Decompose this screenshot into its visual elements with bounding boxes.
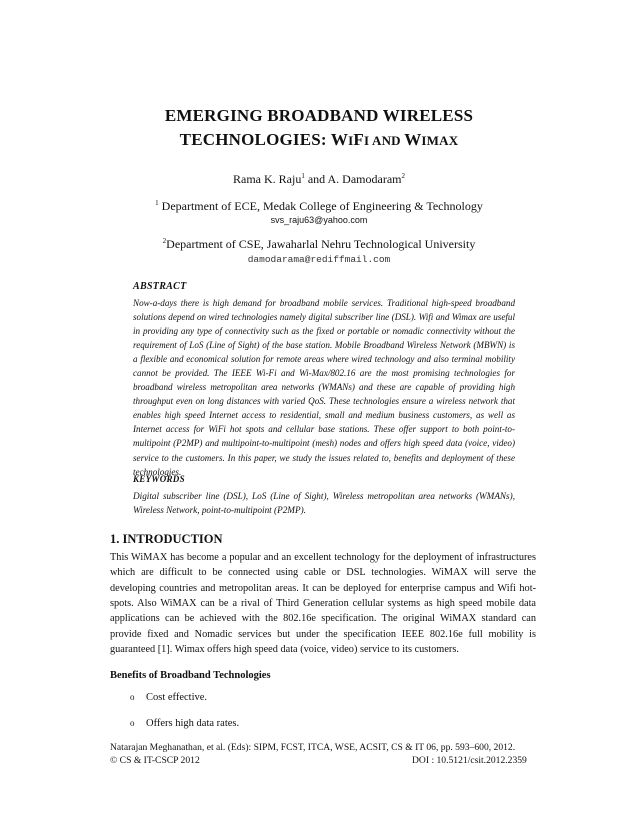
author-email-2[interactable]: damodarama@rediffmail.com <box>247 254 391 265</box>
bullet-icon: o <box>130 718 135 728</box>
keywords-text: Digital subscriber line (DSL), LoS (Line of Sight), Wireless metropolitan area networks (WMANs), Wireless Network, point-to-multipoint (P2MP). <box>133 491 515 515</box>
affiliation-2 <box>0 237 638 252</box>
benefits-heading: Benefits of Broadband Technologies <box>110 670 271 681</box>
footer-doi[interactable]: DOI : 10.5121/csit.2012.2359 <box>412 755 527 766</box>
affiliation-sup: 1 <box>155 199 159 207</box>
title-part: I <box>348 133 354 148</box>
title-part: TECHNOLOGIES: W <box>179 130 349 149</box>
title-part: IMAX <box>421 133 459 148</box>
section-heading <box>110 532 223 547</box>
paper-title-line2 <box>0 130 638 150</box>
affiliation-sup: 2 <box>162 237 167 245</box>
list-item <box>130 718 239 729</box>
abstract-heading: ABSTRACT <box>133 281 187 292</box>
author-email-1[interactable]: svs_raju63@yahoo.com <box>270 215 368 225</box>
author-sup: 1 <box>301 172 305 180</box>
list-item <box>130 692 207 703</box>
authors <box>0 172 638 187</box>
affiliation-1 <box>0 199 638 214</box>
author-name: and A. Damodaram <box>304 172 402 186</box>
list-item-text: Cost effective. <box>146 692 208 703</box>
affiliation-text: Department of ECE, Medak College of Engineering & Technology <box>158 199 483 213</box>
affiliation-text: Department of CSE, Jawaharlal Nehru Technological University <box>166 237 476 251</box>
author-name: Rama K. Raju <box>233 172 302 186</box>
bullet-icon: o <box>130 692 135 702</box>
footer-copyright: © CS & IT-CSCP 2012 <box>110 755 200 766</box>
section-heading-num: 1. I <box>110 532 128 546</box>
footer-citation: Natarajan Meghanathan, et al. (Eds): SIPM, FCST, ITCA, WSE, ACSIT, CS & IT 06, pp. 593–600, 2012. <box>110 742 516 753</box>
title-part: F <box>353 130 364 149</box>
section-heading-rest: NTRODUCTION <box>127 532 223 546</box>
abstract-text: Now-a-days there is high demand for broadband mobile services. Traditional high-speed broadband solutions depend on wired technologies namely digital subscriber line (DSL). Wifi and Wimax are useful in providing any type of connectivity such as the fixed or portable or nomadic connectivity without the requirement of LoS (Line of Sight) of the base station. Mobile Broadband Wireless Network (MBWN) is a flexible and economical solution for remote areas where wired technology and also terminal mobility cannot be provided. The IEEE Wi-Fi and Wi-Max/802.16 are the most promising technologies for broadband wireless metropolitan area networks (WMANs) and these are capable of providing high throughput even on long distances with varied QoS. These technologies ensure a wireless network that enables high speed Internet access to residential, small and medium business customers, as well as Internet access for WiFi hot spots and cellular base stations. These offer support to both point-to-multipoint (P2MP) and multipoint-to-multipoint (mesh) nodes and offers high speed data (voice, video) service to the customers. In this paper, we study the issues related to, benefits and deployment of these technologies. <box>133 298 515 477</box>
section-body: This WiMAX has become a popular and an excellent technology for the deployment of infrastructures which are difficult to be connected using cable or DSL technologies. WiMAX will serve the developing countries and metropolitan areas. It can be deployed for enterprise campus and Wifi hot-spots. Also WiMAX can be a rival of Third Generation cellular systems as high speed mobile data applications can be achieved with the 802.16e specification. The original WiMAX standard can provide fixed and Nomadic services but under the specification IEEE 802.16e full mobility is guaranteed [1]. Wimax offers high speed data (voice, video) service to its customers. <box>110 552 536 656</box>
paper-title-line1: EMERGING BROADBAND WIRELESS <box>164 106 474 125</box>
author-sup: 2 <box>401 172 405 180</box>
title-part: W <box>404 130 422 149</box>
title-part: I AND <box>364 133 405 148</box>
keywords-heading: KEYWORDS <box>133 474 185 484</box>
list-item-text: Offers high data rates. <box>146 718 240 729</box>
